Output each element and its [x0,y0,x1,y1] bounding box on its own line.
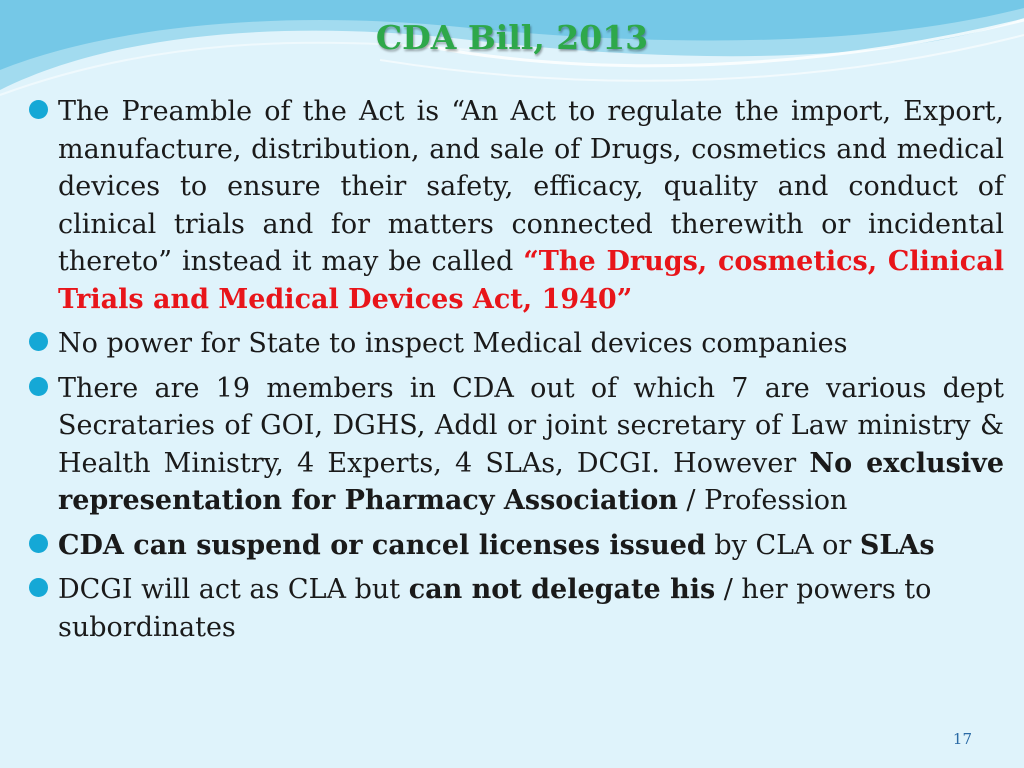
bullet-text: by CLA or [705,529,860,561]
bullet-highlight: “The Drugs, cosmetics, Clinical Trials and Medical Devices Act, 1940” [58,246,1004,315]
bullet-members [26,370,1004,520]
slide-title: CDA Bill, 2013 [375,18,649,57]
bullet-bold: No exclusive representation for Pharmacy Association [58,447,1005,516]
bullet-dot-icon [29,534,48,553]
bullet-state-power [26,325,1004,363]
bullet-bold: CDA can suspend or cancel licenses issued [58,529,706,561]
bullet-text: The Preamble of the Act is “An Act to regulate the import, Export, manufacture, distribution, and sale of Drugs, cosmetics and medical devices to ensure their safety, efficacy, quality and conduct of clinical trials and for matters connected therewith or incidental thereto” instead it may be called [58,96,1004,277]
bullet-dot-icon [29,377,48,396]
bullet-bold: SLAs [859,529,935,561]
bullet-text: / her powers to subordinates [58,574,932,643]
bullet-cda-suspend [26,527,1004,565]
bullet-text: No power for State to inspect Medical devices companies [58,328,848,359]
bullet-dot-icon [29,332,48,351]
bullet-dot-icon [29,100,48,119]
bullet-bold: can not delegate his [408,574,716,605]
bullet-text: / Profession [677,485,848,516]
bullet-list [26,93,1004,653]
page-number: 17 [952,730,972,748]
bullet-text: There are 19 members in CDA out of which 7 are various dept Secrataries of GOI, DGHS, Addl or joint secretary of Law ministry & Health Ministry, 4 Experts, 4 SLAs, DCGI. However [58,372,1004,479]
bullet-preamble [26,93,1004,318]
bullet-dcgi [26,571,1004,646]
bullet-dot-icon [29,578,48,597]
bullet-text: DCGI will act as CLA but [58,574,409,605]
